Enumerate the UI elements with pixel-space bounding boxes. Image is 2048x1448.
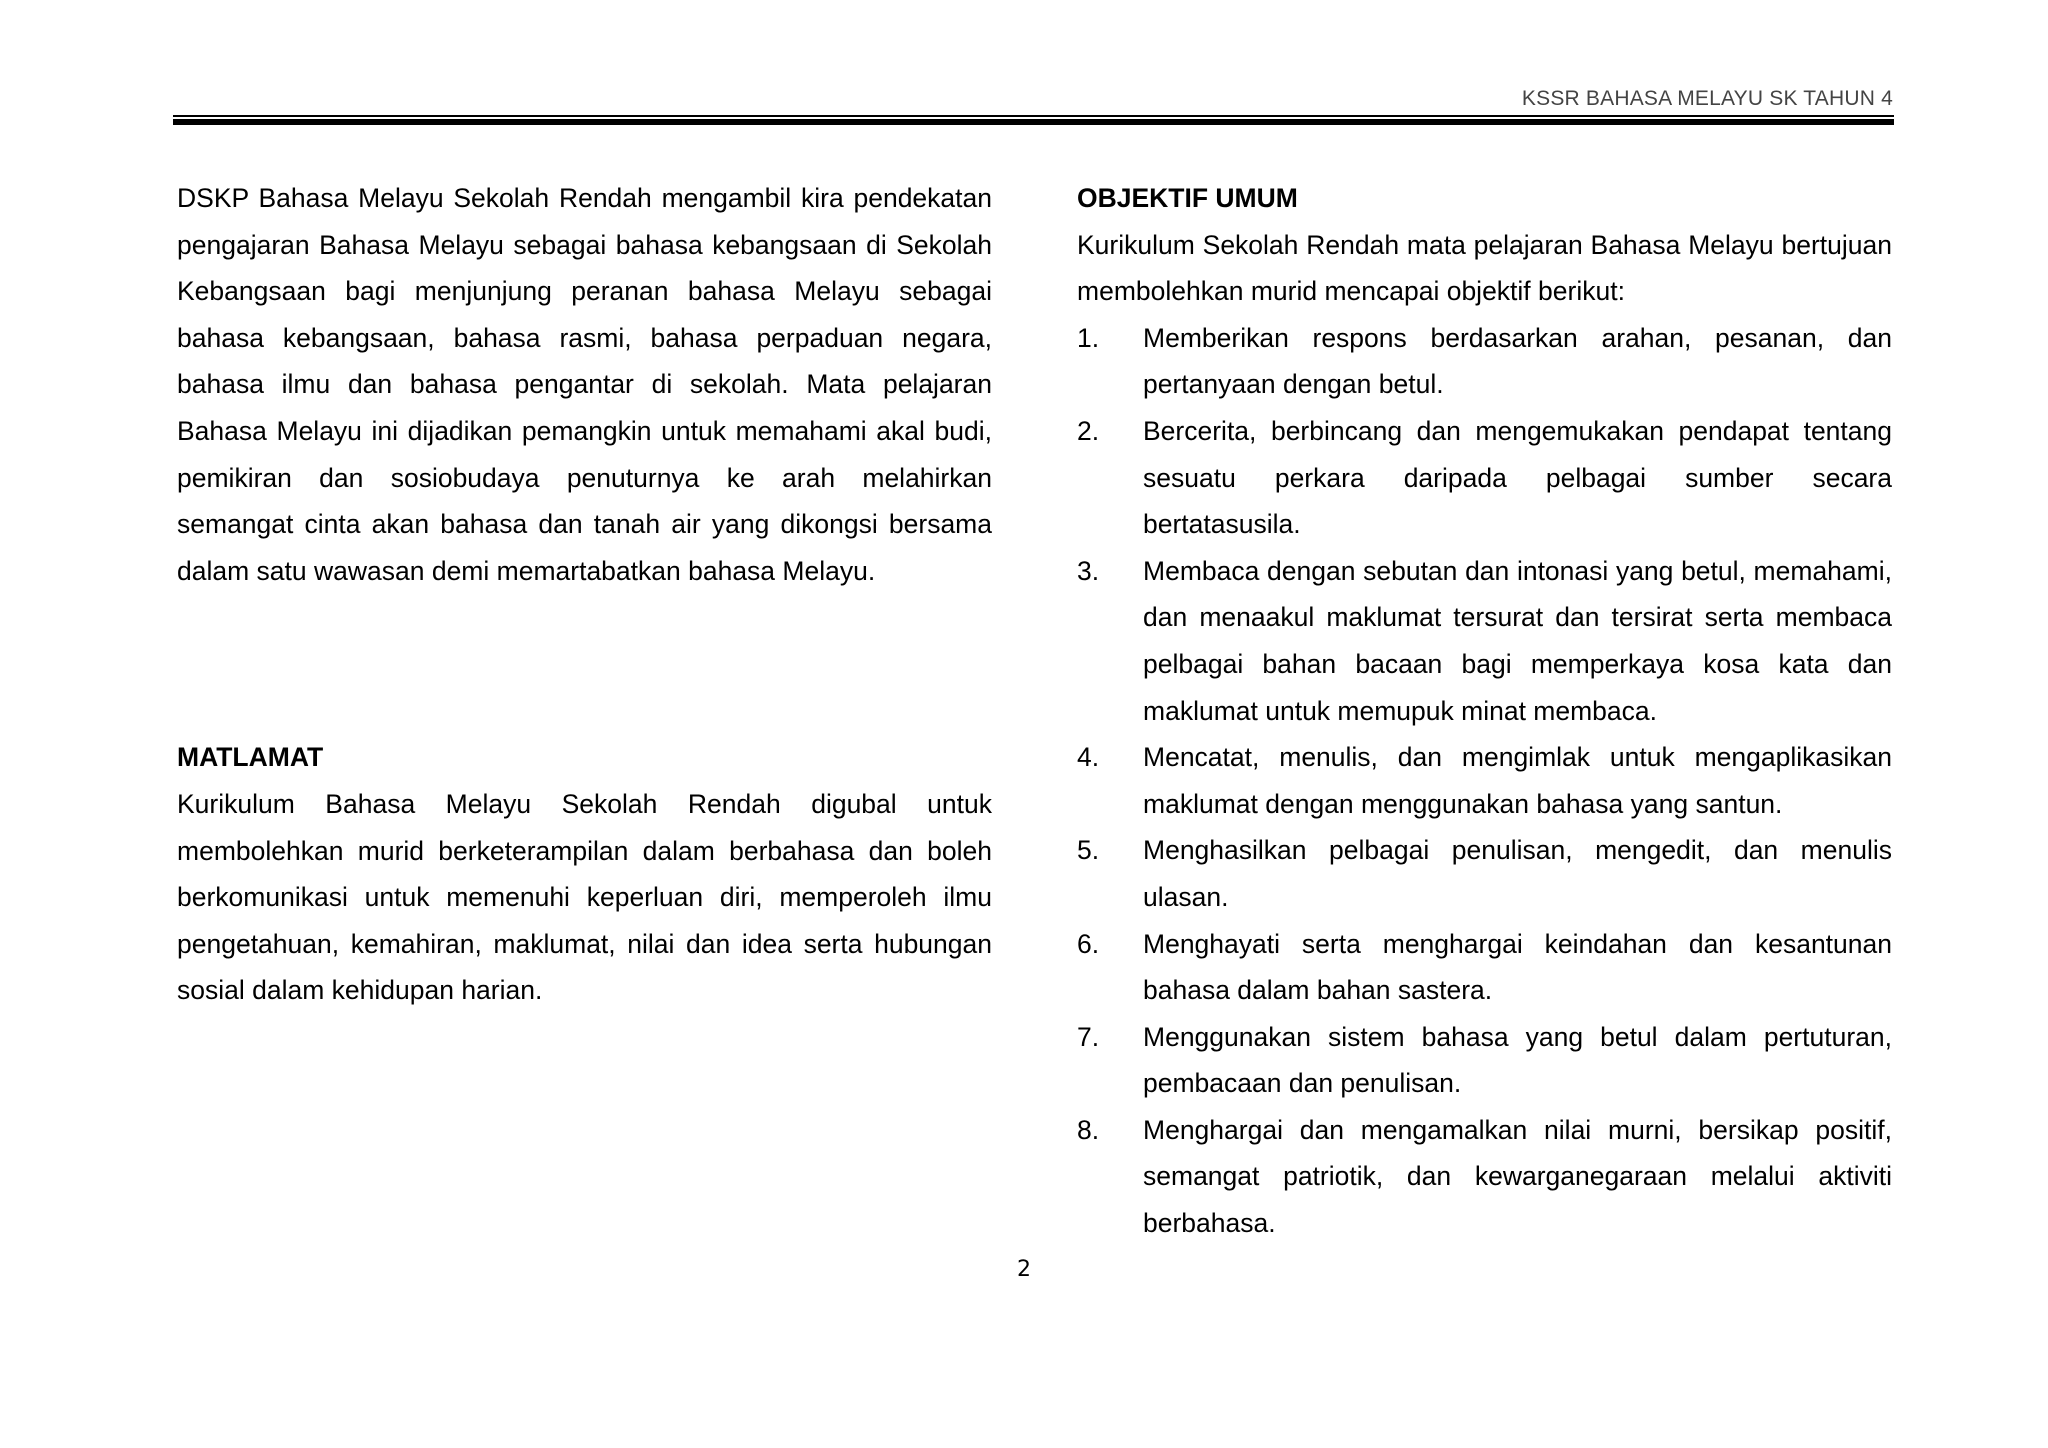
objective-item — [1077, 1014, 1892, 1107]
left-column — [177, 175, 992, 1014]
objective-text: Menghayati serta menghargai keindahan dan kesantunan bahasa dalam bahan sastera. — [1143, 928, 1892, 1006]
objective-number: 7. — [1077, 1021, 1100, 1052]
page-number: 2 — [1017, 1257, 1031, 1282]
right-column — [1077, 175, 1892, 1247]
matlamat-paragraph: Kurikulum Bahasa Melayu Sekolah Rendah digubal untuk membolehkan murid berketerampilan dalam berbahasa dan boleh berkomunikasi untuk memenuhi keperluan diri, memperoleh ilmu pengetahuan, kemahiran, maklumat, nilai dan idea serta hubungan sosial dalam kehidupan harian. — [177, 788, 992, 1006]
running-header: KSSR BAHASA MELAYU SK TAHUN 4 — [1521, 87, 1893, 110]
intro-paragraph: DSKP Bahasa Melayu Sekolah Rendah mengambil kira pendekatan pengajaran Bahasa Melayu sebagai bahasa kebangsaan di Sekolah Kebangsaan bagi menjunjung peranan bahasa Melayu sebagai bahasa kebangsaan, bahasa rasmi, bahasa perpaduan negara, bahasa ilmu dan bahasa pengantar di sekolah. Mata pelajaran Bahasa Melayu ini dijadikan pemangkin untuk memahami akal budi, pemikiran dan sosiobudaya penuturnya ke arah melahirkan semangat cinta akan bahasa dan tanah air yang dikongsi bersama dalam satu wawasan demi memartabatkan bahasa Melayu. — [177, 183, 992, 586]
objective-number: 2. — [1077, 415, 1100, 446]
objective-text: Menghargai dan mengamalkan nilai murni, bersikap positif, semangat patriotik, dan kewarganegaraan melalui aktiviti berbahasa. — [1143, 1114, 1892, 1239]
objektif-intro: Kurikulum Sekolah Rendah mata pelajaran Bahasa Melayu bertujuan membolehkan murid mencapai objektif berikut: — [1077, 229, 1892, 307]
objective-text: Menghasilkan pelbagai penulisan, mengedit, dan menulis ulasan. — [1143, 835, 1892, 912]
header-rule-thin — [173, 115, 1894, 117]
objective-number: 4. — [1077, 742, 1100, 773]
objective-number: 1. — [1077, 322, 1100, 353]
objective-number: 6. — [1077, 928, 1100, 959]
objective-text: Mencatat, menulis, dan mengimlak untuk mengaplikasikan maklumat dengan menggunakan bahasa yang santun. — [1143, 742, 1892, 819]
objective-number: 5. — [1077, 835, 1100, 866]
section-spacer — [177, 594, 992, 734]
objective-item — [1077, 408, 1892, 548]
objective-item — [1077, 827, 1892, 920]
objective-item — [1077, 548, 1892, 734]
objective-item — [1077, 1107, 1892, 1247]
objective-item — [1077, 734, 1892, 827]
objective-text: Memberikan respons berdasarkan arahan, pesanan, dan pertanyaan dengan betul. — [1143, 322, 1892, 400]
objective-text: Membaca dengan sebutan dan intonasi yang betul, memahami, dan menaakul maklumat tersurat dan tersirat serta membaca pelbagai bahan bacaan bagi memperkaya kosa kata dan maklumat untuk memupuk minat membaca. — [1143, 555, 1892, 726]
header-rule-thick — [173, 119, 1894, 125]
objective-text: Bercerita, berbincang dan mengemukakan pendapat tentang sesuatu perkara daripada pelbagai sumber secara bertatasusila. — [1143, 415, 1892, 540]
objective-number: 3. — [1077, 555, 1100, 586]
objektif-heading: OBJEKTIF UMUM — [1077, 183, 1298, 213]
matlamat-heading: MATLAMAT — [177, 742, 324, 773]
objective-item — [1077, 315, 1892, 408]
objective-list — [1077, 315, 1892, 1247]
objective-text: Menggunakan sistem bahasa yang betul dalam pertuturan, pembacaan dan penulisan. — [1143, 1021, 1892, 1099]
objective-number: 8. — [1077, 1114, 1100, 1145]
objective-item — [1077, 921, 1892, 1014]
